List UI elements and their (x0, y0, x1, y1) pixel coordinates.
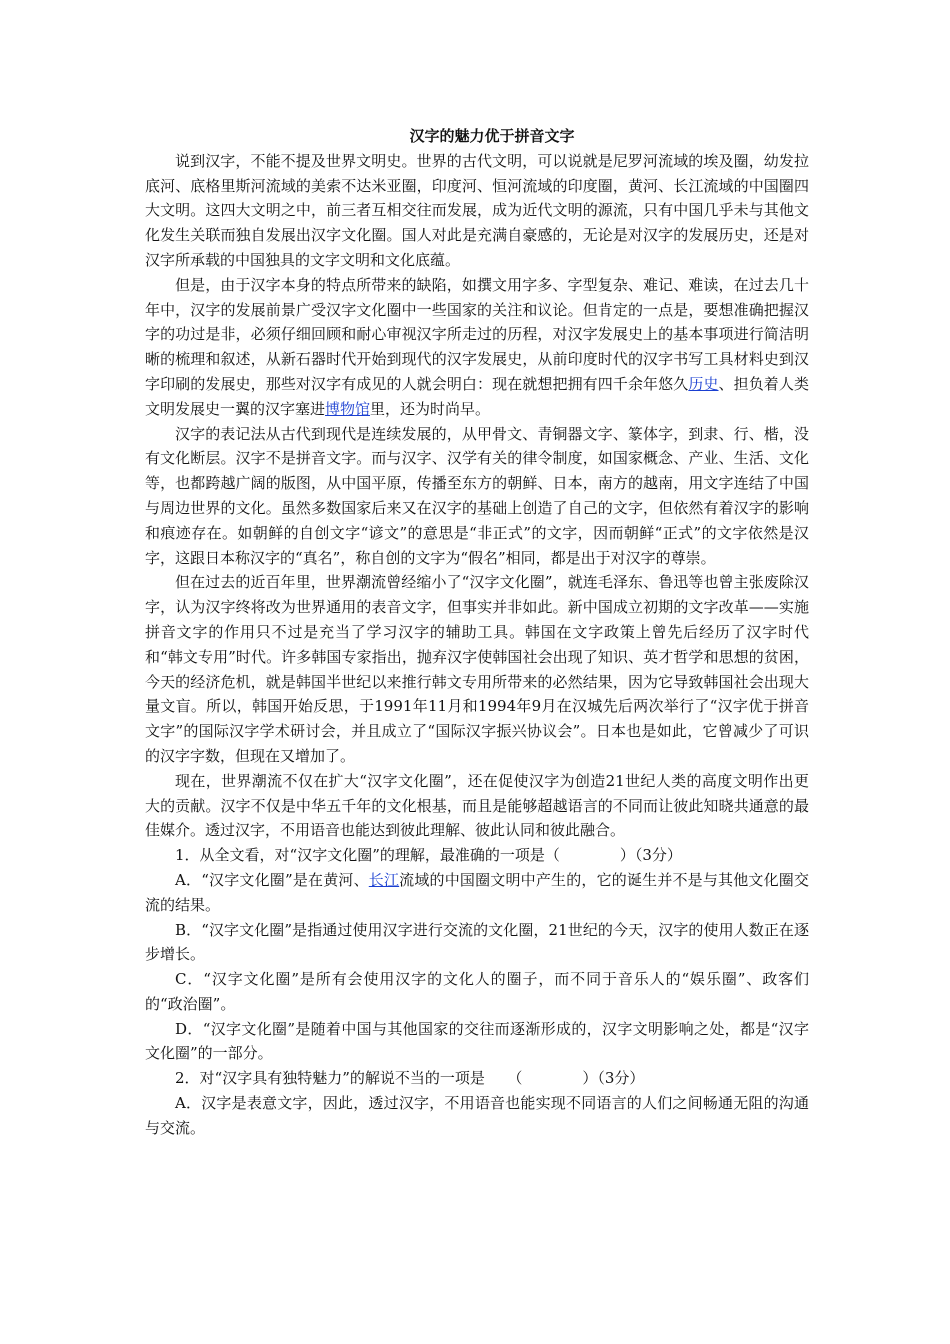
document-page (145, 124, 809, 1141)
question-1-option-d: D．“汉字文化圈”是随着中国与其他国家的交往而逐渐形成的，汉字文明影响之处，都是“汉字文化圈”的一部分。 (145, 1019, 809, 1063)
yangtze-link[interactable]: 长江 (368, 870, 400, 889)
question-1: 1．从全文看，对“汉字文化圈”的理解，最准确的一项是（ ）（3分） (175, 846, 682, 865)
question-2-option-a: A．汉字是表意文字，因此，透过汉字，不用语音也能实现不同语言的人们之间畅通无阻的沟通与交流。 (145, 1094, 809, 1137)
question-1-option-a (145, 868, 809, 918)
paragraph-2-text-c: 里，还为时尚早。 (370, 399, 491, 418)
paragraph-5: 现在，世界潮流不仅在扩大“汉字文化圈”，还在促使汉字为创造21世纪人类的高度文明作出更大的贡献。汉字不仅是中华五千年的文化根基，而且是能够超越语言的不同而让彼此知晓共通意的最佳媒介。透过汉字，不用语音也能达到彼此理解、彼此认同和彼此融合。 (145, 771, 809, 840)
paragraph-2 (145, 273, 809, 422)
option-a-text-a: A．“汉字文化圈”是在黄河、 (175, 870, 369, 889)
museum-link[interactable]: 博物馆 (325, 399, 371, 418)
paragraph-3: 汉字的表记法从古代到现代是连续发展的，从甲骨文、青铜器文字、篆体字，到隶、行、楷，没有文化断层。汉字不是拼音文字。而与汉字、汉学有关的律令制度，如国家概念、产业、生活、文化等，也都跨越广阔的版图，从中国平原，传播至东方的朝鲜、日本，南方的越南，用文字连结了中国与周边世界的文化。虽然多数国家后来又在汉字的基础上创造了自己的文字，但依然有着汉字的影响和痕迹存在。如朝鲜的自创文字“谚文”的意思是“非正式”的文字，因而朝鲜“正式”的文字依然是汉字，这跟日本称汉字的“真名”，称自创的文字为“假名”相同，都是出于对汉字的尊崇。 (145, 424, 809, 567)
history-link[interactable]: 历史 (688, 374, 719, 393)
paragraph-2-text-b: 、担负着人类文明发展史一翼的汉字塞进 (145, 374, 809, 418)
question-2: 2．对“汉字具有独特魅力”的解说不当的一项是 （ ）（3分） (175, 1069, 645, 1088)
question-1-option-c: C．“汉字文化圈”是所有会使用汉字的文化人的圈子，而不同于音乐人的“娱乐圈”、政客们的“政治圈”。 (145, 970, 809, 1013)
paragraph-4: 但在过去的近百年里，世界潮流曾经缩小了“汉字文化圈”，就连毛泽东、鲁迅等也曾主张废除汉字，认为汉字终将改为世界通用的表音文字，但事实并非如此。新中国成立初期的文字改革——实施拼音文字的作用只不过是充当了学习汉字的辅助工具。韩国在文字政策上曾先后经历了汉字时代和“韩文专用”时代。许多韩国专家指出，抛弃汉字使韩国社会出现了知识、英才哲学和思想的贫困，今天的经济危机，就是韩国半世纪以来推行韩文专用所带来的必然结果，因为它导致韩国社会出现大量文盲。所以，韩国开始反思，于1991年11月和1994年9月在汉城先后两次举行了“汉字优于拼音文字”的国际汉字学术研讨会，并且成立了“国际汉字振兴协议会”。日本也是如此，它曾减少了可识的汉字字数，但现在又增加了。 (145, 573, 809, 765)
paragraph-1: 说到汉字，不能不提及世界文明史。世界的古代文明，可以说就是尼罗河流域的埃及圈，幼发拉底河、底格里斯河流域的美索不达米亚圈，印度河、恒河流域的印度圈，黄河、长江流域的中国圈四大文明。这四大文明之中，前三者互相交往而发展，成为近代文明的源流，只有中国几乎未与其他文化发生关联而独自发展出汉字文化圈。国人对此是充满自豪感的，无论是对汉字的发展历史，还是对汉字所承载的中国独具的文字文明和文化底蕴。 (145, 151, 809, 269)
option-a-text-b: 流域的中国圈文明中产生的，它的诞生并不是与其他文化圈交流的结果。 (145, 870, 809, 914)
paragraph-2-text-a: 但是，由于汉字本身的特点所带来的缺陷，如撰文用字多、字型复杂、难记、难读，在过去几十年中，汉字的发展前景广受汉字文化圈中一些国家的关注和议论。但肯定的一点是，要想准确把握汉字的功过是非，必须仔细回顾和耐心审视汉字所走过的历程，对汉字发展史上的基本事项进行简洁明晰的梳理和叙述，从新石器时代开始到现代的汉字发展史，从前印度时代的汉字书写工具材料史到汉字印刷的发展史，那些对汉字有成见的人就会明白：现在就想把拥有四千余年悠久 (145, 275, 809, 393)
article-title: 汉字的魅力优于拼音文字 (409, 127, 575, 145)
question-1-option-b: B．“汉字文化圈”是指通过使用汉字进行交流的文化圈，21世纪的今天，汉字的使用人数正在逐步增长。 (145, 920, 809, 964)
